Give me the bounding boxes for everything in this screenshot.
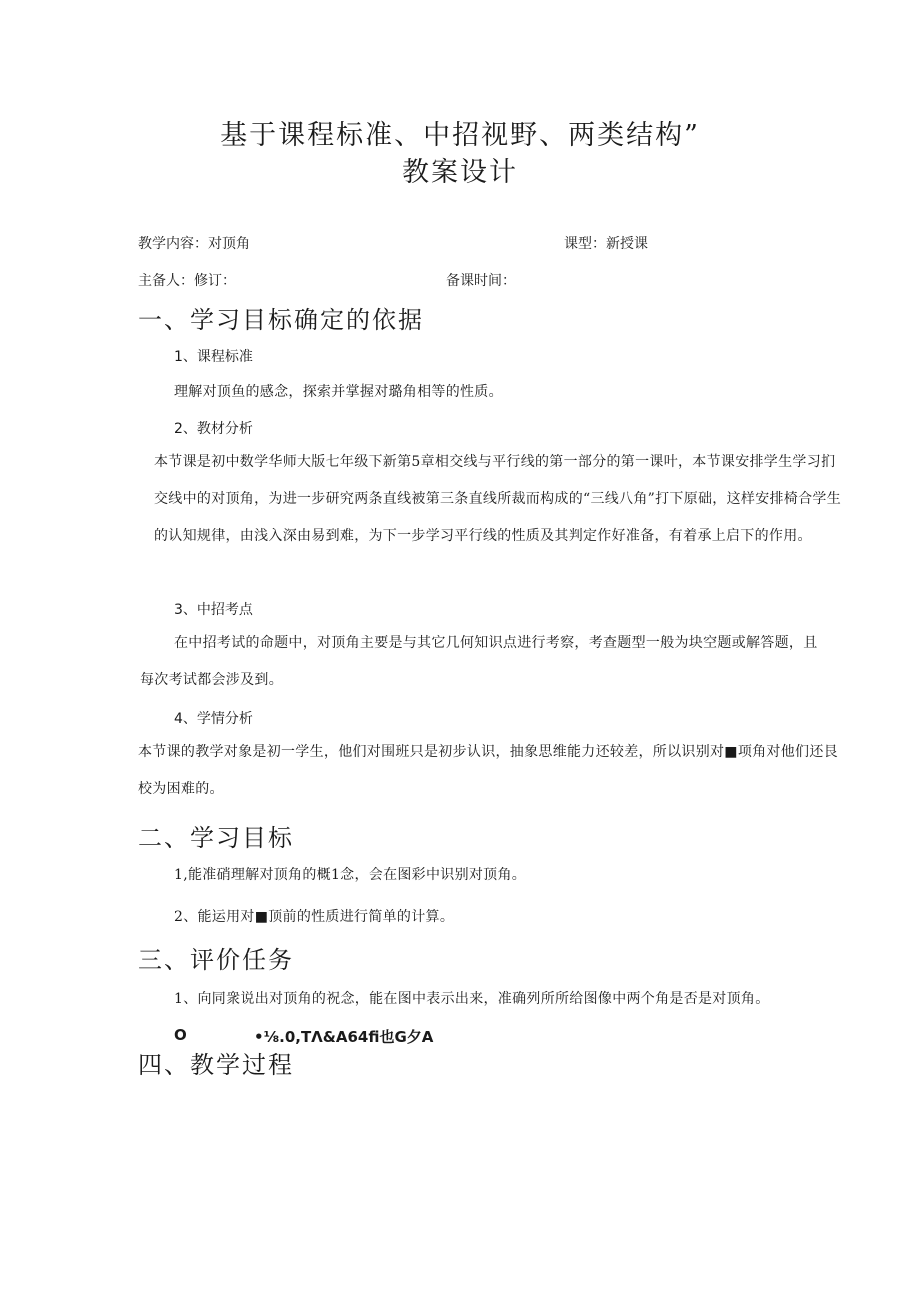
section-1-para-1: 理解对顶鱼的感念，探索并掌握对璐角相等的性质。	[174, 384, 503, 400]
section-2-item-1: 1,能准硝理解对顶角的概1念，会在图彩中识别对顶角。	[174, 867, 527, 883]
section-2-item-2: 2、能运用对■顶前的性质进行简单的计算。	[174, 909, 455, 925]
section-1-para-4: 本节课的教学对象是初一学生，他们对围班只是初步认识，抽象思维能力还较差，所以识别对■项角对他们还艮校为困难的。	[138, 744, 838, 797]
section-1-sub-1: 1、课程标准	[174, 349, 253, 365]
section-3-garbled-marker: O	[174, 1026, 187, 1044]
section-4-heading: 四、教学过程	[138, 1051, 294, 1079]
section-3-heading: 三、评价任务	[138, 946, 294, 974]
meta-lesson-type: 课型：新授课	[564, 236, 648, 252]
section-1-sub-2: 2、教材分析	[174, 421, 253, 437]
doc-title-line2: 教案设计	[402, 157, 518, 188]
section-3-item-1: 1、向同衆说出对顶角的祝念，能在图中表示出来，准确列所所给图像中两个角是否是对顶角。	[174, 991, 770, 1007]
doc-title-line1: 基于课程标准、中招视野、两类结构”	[220, 120, 700, 151]
section-2-heading: 二、学习目标	[138, 824, 294, 852]
section-3-garbled-text: •⅛.0,TΛ&A64fi也G夕A	[254, 1028, 434, 1046]
meta-host: 主备人：修订：	[138, 273, 236, 289]
section-1-sub-3: 3、中招考点	[174, 602, 253, 618]
section-1-para-2: 本节课是初中数学华师大版七年级下新第5章相交线与平行线的第一部分的第一课叶，本节课安排学生学习扪交线中的对顶角，为进一步研究两条直线被第三条直线所裁而构成的“三线八角”打下原础，这样安排椅合学生的认知规律，由浅入深由易到难，为下一步学习平行线的性质及其判定作好准备，有着承上启下的作用。	[154, 454, 842, 544]
section-1-heading: 一、学习目标确定的依据	[138, 306, 424, 334]
meta-prep-time: 备课时间：	[446, 273, 516, 289]
section-1-sub-4: 4、学情分析	[174, 711, 253, 727]
section-1-para-3: 在中招考试的命题中，对顶角主要是与其它几何知识点进行考察，考查题型一般为块空题或解答题，且每次考试都会涉及到。	[140, 635, 818, 688]
meta-content: 教学内容：对顶角	[138, 236, 250, 252]
